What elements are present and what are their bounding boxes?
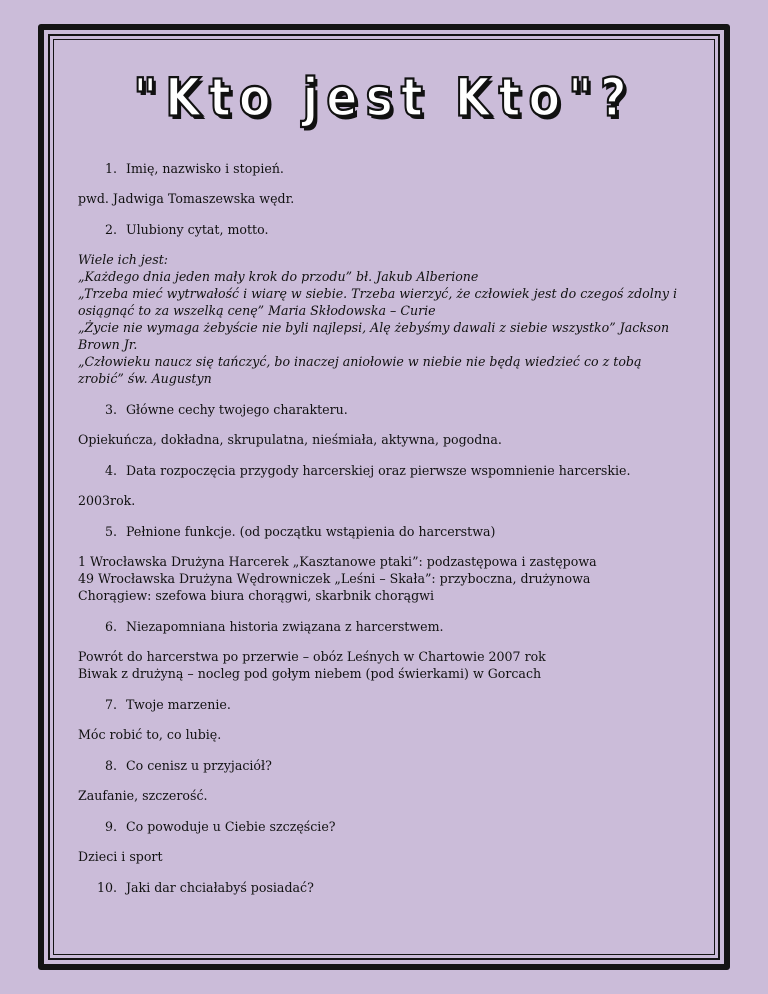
page-title: "Kto jest Kto"? (133, 65, 635, 129)
answer-2 (78, 251, 684, 387)
question-text: Co powoduje u Ciebie szczęście? (126, 819, 336, 834)
question-9 (78, 818, 684, 835)
question-4 (78, 462, 684, 479)
question-5 (78, 523, 684, 540)
question-number: 7. (104, 697, 117, 712)
answer-7 (78, 726, 684, 743)
answer-9 (78, 848, 684, 865)
question-1 (78, 160, 684, 177)
answer-line: Móc robić to, co lubię. (78, 727, 222, 742)
question-6 (78, 618, 684, 635)
answer-line: Wiele ich jest: (78, 252, 169, 267)
question-8 (78, 757, 684, 774)
quote-line: „Człowieku naucz się tańczyć, bo inaczej aniołowie w niebie nie będą wiedzieć co z tobą zrobić” św. Augustyn (78, 354, 642, 386)
answer-line: Powrót do harcerstwa po przerwie – obóz Leśnych w Chartowie 2007 rok (78, 649, 546, 664)
answer-line: 2003rok. (78, 493, 136, 508)
question-text: Twoje marzenie. (126, 697, 231, 712)
answer-5 (78, 553, 684, 604)
question-number: 9. (104, 819, 117, 834)
answer-line: Dzieci i sport (78, 849, 163, 864)
question-number: 3. (104, 402, 117, 417)
question-number: 1. (104, 161, 117, 176)
answer-line: pwd. Jadwiga Tomaszewska wędr. (78, 191, 295, 206)
quote-line: „Trzeba mieć wytrwałość i wiarę w siebie. Trzeba wierzyć, że człowiek jest do czegoś zdolny i osiągnąć to za wszelką cenę” Maria Skłodowska – Curie (78, 286, 678, 318)
questionnaire (78, 160, 684, 909)
answer-line: Zaufanie, szczerość. (78, 788, 208, 803)
question-number: 2. (104, 222, 117, 237)
question-10 (78, 879, 684, 896)
question-3 (78, 401, 684, 418)
quote-line: „Każdego dnia jeden mały krok do przodu” bł. Jakub Alberione (78, 269, 479, 284)
question-text: Data rozpoczęcia przygody harcerskiej oraz pierwsze wspomnienie harcerskie. (126, 463, 631, 478)
question-text: Jaki dar chciałabyś posiadać? (126, 880, 314, 895)
question-text: Niezapomniana historia związana z harcerstwem. (126, 619, 444, 634)
question-number: 4. (104, 463, 117, 478)
question-text: Główne cechy twojego charakteru. (126, 402, 348, 417)
answer-line: Biwak z drużyną – nocleg pod gołym niebem (pod świerkami) w Gorcach (78, 666, 542, 681)
question-7 (78, 696, 684, 713)
answer-line: 1 Wrocławska Drużyna Harcerek „Kasztanowe ptaki”: podzastępowa i zastępowa (78, 554, 597, 569)
answer-8 (78, 787, 684, 804)
question-text: Imię, nazwisko i stopień. (126, 161, 284, 176)
answer-4 (78, 492, 684, 509)
question-number: 5. (104, 524, 117, 539)
answer-1 (78, 190, 684, 207)
question-2 (78, 221, 684, 238)
question-number: 10. (96, 880, 117, 895)
answer-line: Chorągiew: szefowa biura chorągwi, skarbnik chorągwi (78, 588, 434, 603)
answer-line: Opiekuńcza, dokładna, skrupulatna, nieśmiała, aktywna, pogodna. (78, 432, 502, 447)
answer-6 (78, 648, 684, 682)
question-number: 8. (104, 758, 117, 773)
quote-line: „Życie nie wymaga żebyście nie byli najlepsi, Alę żebyśmy dawali z siebie wszystko” Jackson Brown Jr. (78, 320, 670, 352)
question-text: Co cenisz u przyjaciół? (126, 758, 272, 773)
question-text: Ulubiony cytat, motto. (126, 222, 269, 237)
question-text: Pełnione funkcje. (od początku wstąpienia do harcerstwa) (126, 524, 496, 539)
answer-line: 49 Wrocławska Drużyna Wędrowniczek „Leśni – Skała”: przyboczna, drużynowa (78, 571, 591, 586)
answer-3 (78, 431, 684, 448)
question-number: 6. (104, 619, 117, 634)
